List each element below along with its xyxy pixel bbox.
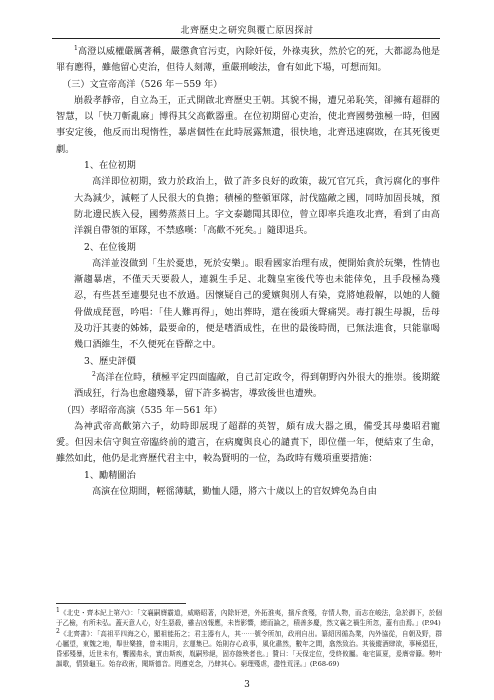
footnote-number: 1 [56, 606, 60, 614]
block-text: 高洋在位時，積極平定四面臨敵，自己訂定政令，得到朝野內外很大的推崇。後期縱酒成狂，行為也愈趨殘暴，留下許多禍害，導致後世也遭殃。 [74, 371, 440, 400]
subsection-heading [56, 240, 440, 256]
header-rule [52, 38, 440, 39]
block-text: 高洋並沒做到「生於憂患，死於安樂」。眼看國家治理有成，便開始貪於玩樂，性情也漸趨暴虐，不僅天天要殺人，連親生手足、北魏皇室後代等也未能倖免，且手段極為殘忍，有些甚至連嬰兒也不放過。因懷疑自己的愛嬪與別人有染，竟將她殺解，以她的人髓骨做成琵琶，吟唱：「佳人難再得」，她出葬時，還在後頭大聲痛哭。毒打親生母親，岳母及功汙其妻的姊姊，最要命的，便是嗜酒成性，在世的最後時間，已無法進食，只能靠喝幾口酒維生，不久便死在昏醉之中。 [74, 257, 440, 351]
paragraph [56, 174, 440, 239]
footnote-text: 《北史・齊本紀上第六》：「文襄嗣膺霸道，威略昭著，內除奸逆，外拓淮夷，擯斥貪殘，存情人物，而志在峻法，急於御下，於個于乙檢，有所未弘。蓋天意人心，好生惡殺，雖吉凶報應，未皆影響，總而論之，積善多慶，然文襄之禍生所忽，蓋有由焉。」(P.94) [56, 609, 442, 627]
main-content [56, 44, 440, 500]
footnote-number: 2 [56, 627, 60, 635]
section-heading [56, 77, 440, 93]
block-text: （四）孝昭帝高演（535 年－561 年） [62, 404, 223, 416]
footnote-marker[interactable]: 1 [74, 44, 78, 52]
block-text: 1、勵精圖治 [84, 469, 136, 481]
footnote-rule [56, 603, 186, 604]
subsection-heading [56, 468, 440, 484]
section-heading [56, 403, 440, 419]
paragraph [56, 484, 440, 500]
block-text: （三）文宣帝高洋（526 年－559 年） [62, 78, 223, 90]
footnote-text: 《北齊書》：「高祖平四海之心，顯祖能拓之；君主器有人，其⋯⋯號令所加，政刑自出。纂紹因循為業，內外協從，自朝及野，群心屬望，東魏之地，舉世樂推，曾未期月，玄運集已。始則存心政事，風化肅然，數年之間，翕然致治。其後縱酒肆欲，事極猖狂，昏邪殘暴，近世未有，饗國弗永，實由斯疾，胤嗣殄絕，固亦餘殃者也。」贊曰：「天保定位，受終攸屬。奄宅區夏，爰膺帝籙。勢叶謳歌，情毀龜玉。始存政術，聞斯德音。罔遵克念，乃肆其心。窮理殘虐，盡性荒淫。」(P.68-69) [56, 630, 442, 668]
subsection-heading [56, 354, 440, 370]
paragraph [56, 44, 440, 77]
footnote-area [56, 603, 442, 670]
footnote-marker[interactable]: 2 [92, 370, 96, 378]
block-text: 2、在位後期 [84, 241, 136, 253]
paragraph [56, 93, 440, 158]
block-text: 為神武帝高歡第六子，幼時即展現了超群的英智，頗有成大器之風，備受其母婁昭君寵愛。但因未信守與宣帝臨終前的遺言，在病魔與良心的譴責下，即位僅一年，便結束了生命，雖然如此，他仍是北齊歷代君主中，較為賢明的一位，為政時有幾項重要措施： [56, 420, 440, 465]
footnote-item [56, 608, 442, 628]
subsection-heading [56, 158, 440, 174]
paragraph [56, 370, 440, 403]
header-title: 北齊歷史之研究與覆亡原因探討 [180, 26, 314, 36]
block-text: 1、在位初期 [84, 160, 136, 172]
block-text: 高演在位期間，輕徭薄賦，勤恤人隱，將六十歲以上的官奴婢免為自由 [92, 486, 377, 498]
page-number: 3 [244, 680, 250, 690]
block-text: 崩殺孝靜帝，自立為王，正式開啟北齊歷史王朝。其貌不揚，遭兄弟恥笑，卻擁有超群的智慧，以「快刀斬亂麻」博得其父高歡器重。在位初期留心吏治，使北齊國勢強極一時，但國事安定後，他反而出現惰性，暴虐個性在此時展露無遺，很快地，北齊迅速腐敗，在其死後更劇。 [56, 94, 440, 155]
block-text: 高洋即位初期，致力於政治上，做了許多良好的政策，裁冗官冗兵，貪污腐化的事件大為減少，減輕了人民很大的負擔；積極的整頓軍隊，討伐臨敵之國，同時加固長城，預防北邊民族入侵，國勢蒸蒸日上。字文泰聽聞其即位，曾立即率兵進攻北齊，看到了由高洋親自帶領的軍隊，不禁感嘆：「高歡不死矣。」隨即退兵。 [74, 176, 440, 237]
paragraph [56, 419, 440, 468]
footnote-item [56, 629, 442, 669]
paragraph [56, 256, 440, 354]
block-text: 高澄以威權嚴厲著稱，嚴懲貪官污吏，內除奸佞，外祿夷狄，然於它的死，大都認為他是罪有應得，雖他留心吏治，但待人刻薄，重嚴刑峻法，會有如此下場，可想而知。 [56, 46, 440, 74]
block-text: 3、歷史評價 [84, 355, 136, 367]
